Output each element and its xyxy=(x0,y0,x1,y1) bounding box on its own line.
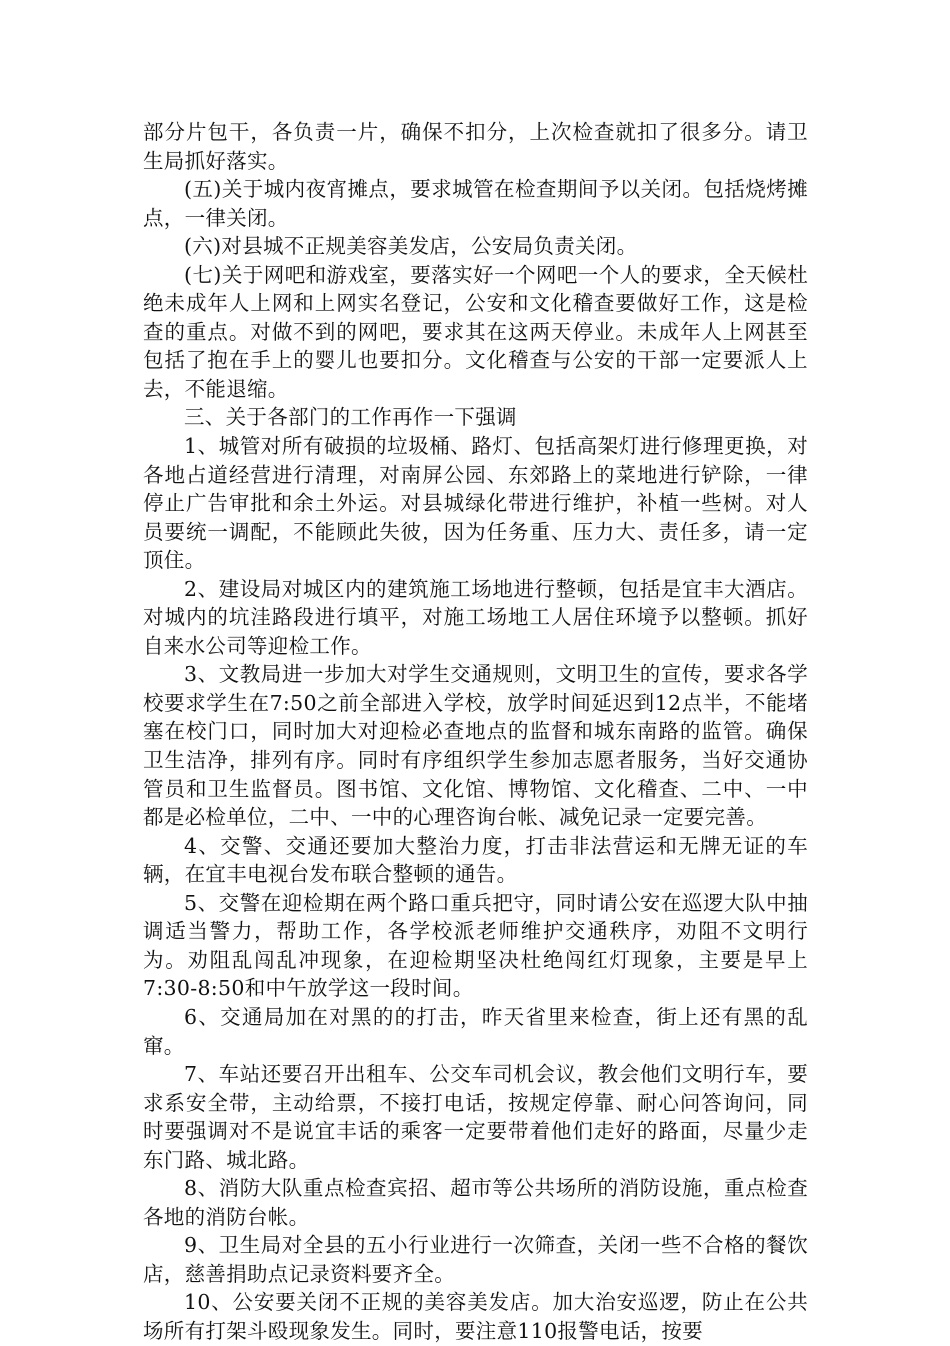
paragraph-item-10: 10、公安要关闭不正规的美容美发店。加大治安巡逻，防止在公共场所有打架斗殴现象发生。同时，要注意110报警电话，按要 xyxy=(143,1290,808,1343)
paragraph-item-4: 4、交警、交通还要加大整治力度，打击非法营运和无牌无证的车辆，在宜丰电视台发布联合整顿的通告。 xyxy=(143,833,808,887)
paragraph-item-9: 9、卫生局对全县的五小行业进行一次筛查，关闭一些不合格的餐饮店，慈善捐助点记录资料要齐全。 xyxy=(143,1233,808,1286)
paragraph-item-1: 1、城管对所有破损的垃圾桶、路灯、包括高架灯进行修理更换，对各地占道经营进行清理，对南屏公园、东郊路上的菜地进行铲除，一律停止广告审批和余土外运。对县城绿化带进行维护，补植一些树。对人员要统一调配，不能顾此失彼，因为任务重、压力大、责任多，请一定顶住。 xyxy=(143,434,808,573)
paragraph-4: (七)关于网吧和游戏室，要落实好一个网吧一个人的要求，全天候杜绝未成年人上网和上网实名登记，公安和文化稽查要做好工作，这是检查的重点。对做不到的网吧，要求其在这两天停业。未成年人上网甚至包括了抱在手上的婴儿也要扣分。文化稽查与公安的干部一定要派人上去，不能退缩。 xyxy=(143,262,808,401)
paragraph-item-7: 7、车站还要召开出租车、公交车司机会议，教会他们文明行车，要求系安全带，主动给票，不接打电话，按规定停靠、耐心问答询问，同时要强调对不是说宜丰话的乘客一定要带着他们走好的路面，尽量少走东门路、城北路。 xyxy=(143,1062,808,1172)
paragraph-item-3: 3、文教局进一步加大对学生交通规则，文明卫生的宣传，要求各学校要求学生在7:50之前全部进入学校，放学时间延迟到12点半，不能堵塞在校门口，同时加大对迎检必查地点的监督和城东南路的监管。确保卫生洁净，排列有序。同时有序组织学生参加志愿者服务，当好交通协管员和卫生监督员。图书馆、文化馆、博物馆、文化稽查、二中、一中都是必检单位，二中、一中的心理咨询台帐、减免记录一定要完善。 xyxy=(143,662,808,830)
paragraph-item-5: 5、交警在迎检期在两个路口重兵把守，同时请公安在巡逻大队中抽调适当警力，帮助工作，各学校派老师维护交通秩序，劝阻不文明行为。劝阻乱闯乱冲现象，在迎检期坚决杜绝闯红灯现象，主要是早上7:30-8:50和中午放学这一段时间。 xyxy=(143,890,808,1001)
paragraph-item-2: 2、建设局对城区内的建筑施工场地进行整顿，包括是宜丰大酒店。对城内的坑洼路段进行填平，对施工场地工人居住环境予以整顿。抓好自来水公司等迎检工作。 xyxy=(143,576,808,658)
paragraph-1: 部分片包干，各负责一片，确保不扣分，上次检查就扣了很多分。请卫生局抓好落实。 xyxy=(143,120,808,173)
paragraph-2: (五)关于城内夜宵摊点，要求城管在检查期间予以关闭。包括烧烤摊点，一律关闭。 xyxy=(143,177,808,230)
paragraph-item-8: 8、消防大队重点检查宾招、超市等公共场所的消防设施，重点检查各地的消防台帐。 xyxy=(143,1176,808,1229)
document-body xyxy=(143,118,808,1346)
section-heading: 三、关于各部门的工作再作一下强调 xyxy=(184,405,517,430)
paragraph-3: (六)对县城不正规美容美发店，公安局负责关闭。 xyxy=(184,234,638,259)
paragraph-item-6: 6、交通局加在对黑的的打击，昨天省里来检查，街上还有黑的乱窜。 xyxy=(143,1004,808,1058)
